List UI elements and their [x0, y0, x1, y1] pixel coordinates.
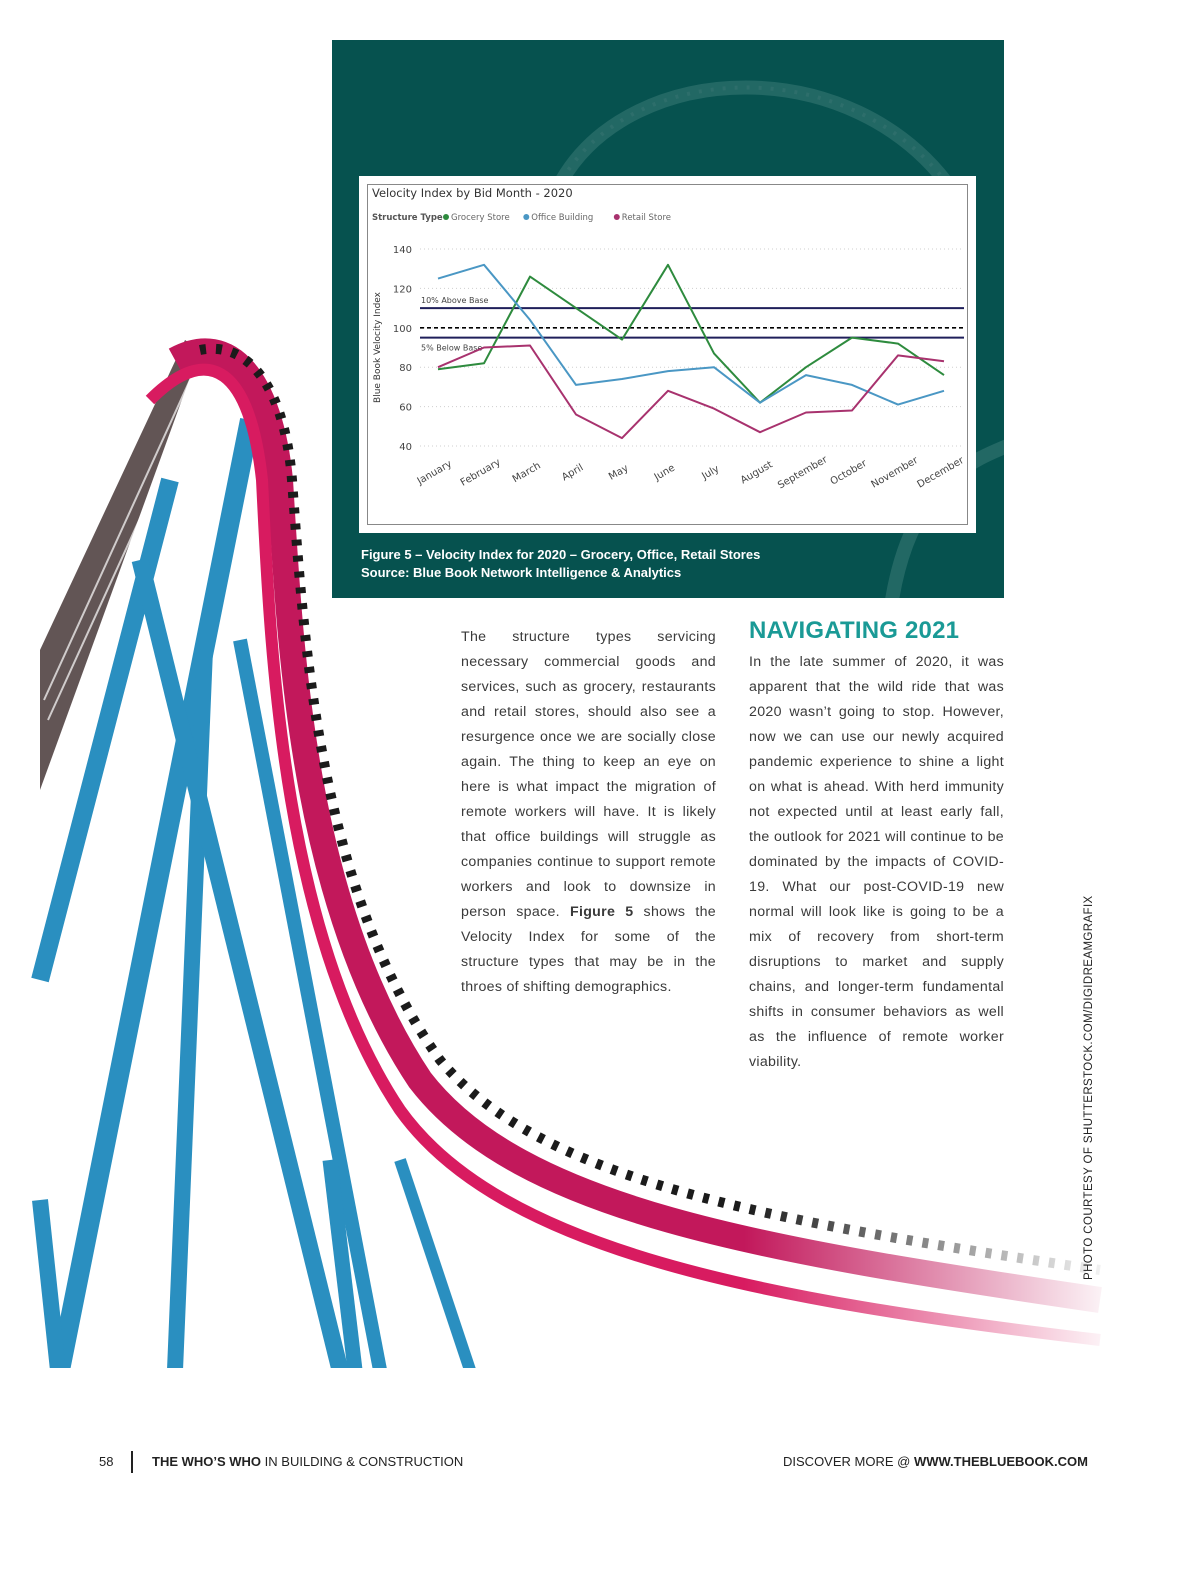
legend-marker-2 [614, 214, 620, 220]
x-tick-label: March [510, 460, 543, 486]
y-axis-label: Blue Book Velocity Index [373, 292, 383, 403]
article-left-column [461, 625, 716, 1000]
chart-canvas [368, 185, 967, 524]
y-tick-label: 60 [399, 402, 412, 414]
discover-url[interactable]: WWW.THEBLUEBOOK.COM [913, 1454, 1088, 1469]
figure-caption [361, 546, 981, 582]
reference-lines [420, 296, 964, 353]
x-tick-label: October [828, 458, 869, 488]
figure-caption-source: Source: Blue Book Network Intelligence & Analytics [361, 565, 682, 580]
page-number: 58 [99, 1454, 114, 1469]
magazine-title [152, 1454, 463, 1469]
reference-line-label: 10% Above Base [421, 296, 489, 306]
x-tick-label: February [458, 456, 503, 489]
legend-marker-0 [443, 214, 449, 220]
y-tick-label: 80 [399, 363, 412, 375]
series-line-retail-store [438, 346, 944, 439]
x-tick-label: September [776, 454, 830, 492]
x-tick-label: August [738, 459, 775, 487]
legend-label-2: Retail Store [621, 213, 671, 223]
x-tick-label: December [915, 455, 966, 491]
article-left-text: The structure types servicing necessary commercial goods and services, such as grocery, restaurants and retail stores, should also see a resurgence once we are socially close again. The thing to keep an eye on here is what impact the migration of remote workers will have. It is likely that office buildings will struggle as companies continue to support remote workers and look to downsize in person space. [461, 629, 716, 920]
y-axis-ticks [393, 245, 412, 453]
chart-legend [372, 213, 671, 223]
legend-label-0: Grocery Store [451, 213, 510, 223]
figure-caption-title: Figure 5 – Velocity Index for 2020 – Grocery, Office, Retail Stores [361, 547, 761, 562]
discover-prefix: DISCOVER MORE @ [783, 1454, 914, 1469]
line-chart [359, 176, 976, 533]
footer-divider [131, 1451, 133, 1473]
discover-more-link[interactable] [783, 1454, 1088, 1469]
photo-credit: PHOTO COURTESY OF SHUTTERSTOCK.COM/DIGIDREAMGRAFIX [1083, 895, 1095, 1280]
y-tick-label: 40 [399, 442, 412, 453]
article-right-text: In the late summer of 2020, it was apparent that the wild ride that was 2020 wasn’t going to stop. However, now we can use our newly acquired pandemic experience to shine a light on what is ahead. With herd immunity not expected until at least early fall, the outlook for 2021 will continue to be dominated by the impacts of COVID-19. What our post-COVID-19 new normal will look like is going to be a mix of recovery from short-term disruptions to market and supply chains, and longer-term fundamental shifts in consumer behaviors as well as the influence of remote worker viability. [749, 654, 1004, 1070]
legend-label-1: Office Building [531, 213, 594, 223]
x-tick-label: July [700, 463, 722, 483]
chart-series [438, 265, 944, 438]
y-tick-label: 100 [392, 323, 412, 335]
legend-marker-1 [523, 214, 529, 220]
x-axis-ticks [415, 454, 967, 492]
x-tick-label: January [415, 458, 454, 488]
magazine-title-rest: IN BUILDING & CONSTRUCTION [261, 1454, 464, 1469]
series-line-grocery-store [438, 265, 944, 403]
article-left-text-end: shows the Velocity Index for some of the structure types that may be in the throes of shifting demographics. [461, 904, 716, 995]
reference-line-label: 5% Below Base [421, 343, 483, 353]
y-tick-label: 120 [392, 284, 412, 296]
magazine-title-bold: THE WHO’S WHO [152, 1454, 262, 1469]
x-tick-label: May [607, 462, 631, 483]
chart-title: Velocity Index by Bid Month - 2020 [372, 186, 573, 200]
x-tick-label: November [869, 455, 921, 491]
article-right-column [749, 650, 1004, 1075]
series-line-office-building [438, 265, 944, 405]
section-heading: NAVIGATING 2021 [749, 617, 960, 644]
x-tick-label: June [652, 462, 677, 484]
x-tick-label: April [560, 462, 586, 484]
y-tick-label: 140 [392, 245, 412, 256]
figure-reference: Figure 5 [570, 904, 634, 920]
legend-title: Structure Type [372, 213, 443, 223]
